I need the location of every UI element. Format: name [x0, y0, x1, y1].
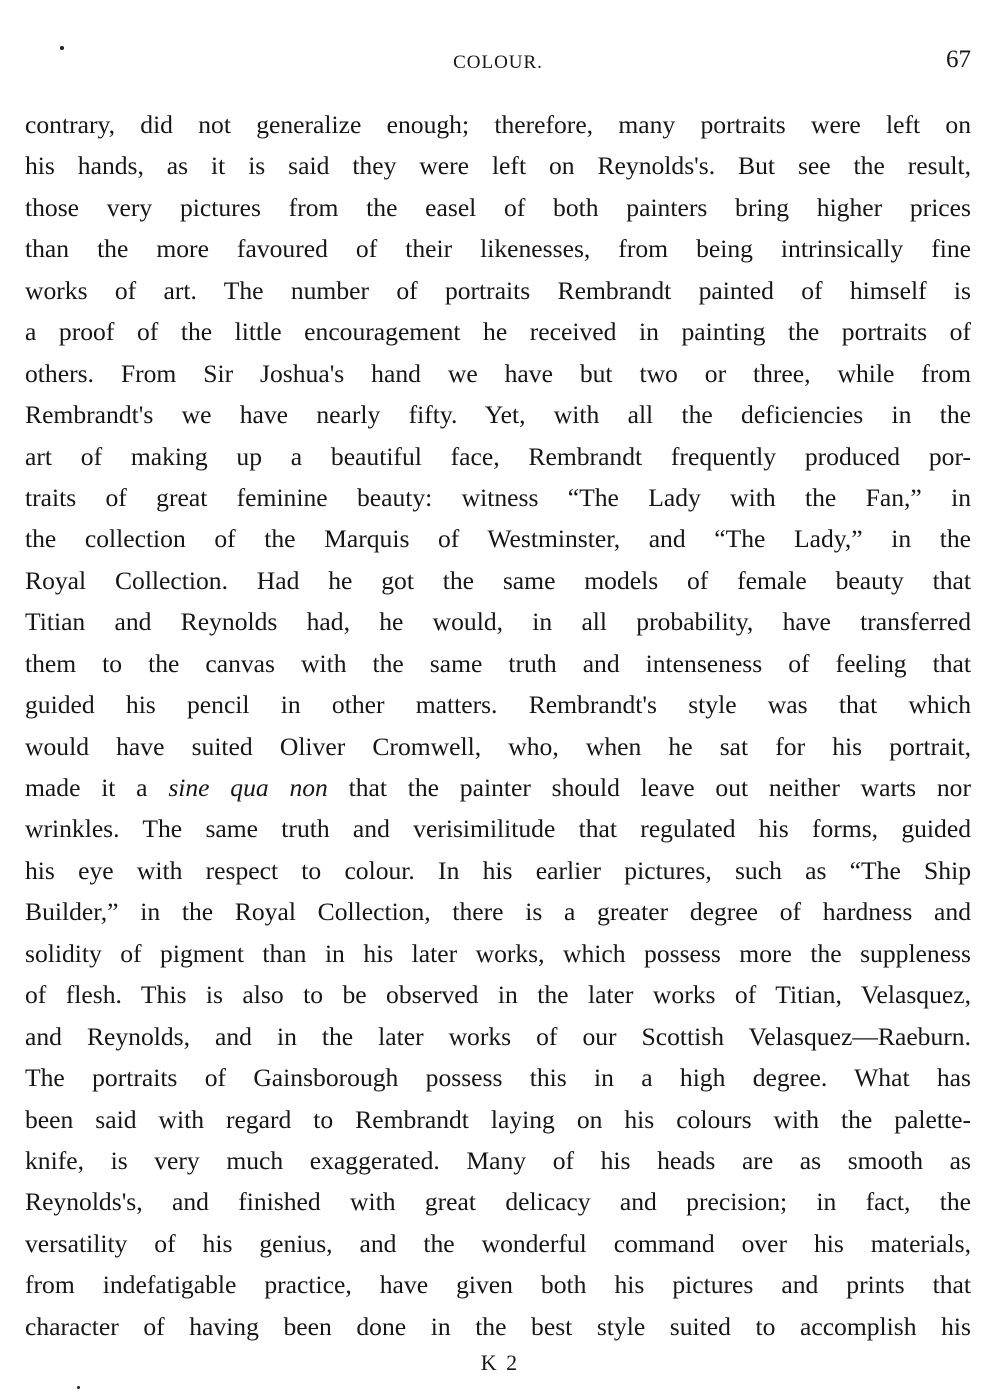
text-line: his eye with respect to colour. In his earlier pictures, such as “The Ship [25, 855, 971, 885]
text-line: would have suited Oliver Cromwell, who, when he sat for his portrait, [25, 731, 971, 761]
text-line: contrary, did not generalize enough; therefore, many portraits were left on [25, 110, 971, 139]
text-line: The portraits of Gainsborough possess this in a high degree. What has [25, 1063, 971, 1093]
text-line: his hands, as it is said they were left on Reynolds's. But see the result, [25, 151, 971, 181]
text-line: from indefatigable practice, have given both his pictures and prints that [25, 1270, 971, 1300]
signature-mark: K 2 [480, 1350, 520, 1375]
text-line: Reynolds's, and finished with great delicacy and precision; in fact, the [25, 1187, 971, 1217]
text-line: versatility of his genius, and the wonderful command over his materials, [25, 1228, 971, 1258]
text-line: Royal Collection. Had he got the same models of female beauty that [25, 565, 971, 595]
text-segment: made it a [25, 773, 169, 802]
text-line: the collection of the Marquis of Westminster, and “The Lady,” in the [25, 524, 971, 554]
text-line: of flesh. This is also to be observed in the later works of Titian, Velasquez, [25, 980, 971, 1010]
text-line: traits of great feminine beauty: witness “The Lady with the Fan,” in [25, 482, 971, 512]
text-line: Titian and Reynolds had, he would, in all probability, have transferred [25, 607, 971, 637]
text-line: solidity of pigment than in his later works, which possess more the suppleness [25, 938, 971, 968]
text-line: them to the canvas with the same truth and intenseness of feeling that [25, 648, 971, 678]
text-line: wrinkles. The same truth and verisimilitude that regulated his forms, guided [25, 814, 971, 844]
text-line: Rembrandt's we have nearly fifty. Yet, with all the deficiencies in the [25, 400, 971, 430]
text-line: others. From Sir Joshua's hand we have but two or three, while from [25, 358, 971, 388]
text-line: guided his pencil in other matters. Rembrandt's style was that which [25, 690, 971, 720]
text-line: knife, is very much exaggerated. Many of his heads are as smooth as [25, 1145, 971, 1175]
text-line: those very pictures from the easel of both painters bring higher prices [25, 192, 971, 222]
page-header [25, 46, 971, 82]
text-line: and Reynolds, and in the later works of our Scottish Velasquez—Raeburn. [25, 1021, 971, 1051]
text-line: than the more favoured of their likenesses, from being intrinsically fine [25, 234, 971, 264]
text-line: art of making up a beautiful face, Rembrandt frequently produced por- [25, 441, 971, 471]
ink-speck [77, 1386, 80, 1389]
text-line: Builder,” in the Royal Collection, there is a greater degree of hardness and [25, 897, 971, 927]
text-line: works of art. The number of portraits Rembrandt painted of himself is [25, 275, 971, 305]
text-line: been said with regard to Rembrandt laying on his colours with the palette- [25, 1104, 971, 1134]
italic-phrase: sine qua non [168, 773, 328, 802]
body-text [25, 104, 971, 1347]
text-line-with-italic [25, 767, 971, 808]
page-number: 67 [946, 46, 971, 73]
text-segment: that the painter should leave out neither warts nor [327, 773, 971, 802]
text-line: character of having been done in the best style suited to accomplish his [25, 1311, 971, 1341]
running-head: COLOUR. [453, 52, 543, 73]
text-line: a proof of the little encouragement he received in painting the portraits of [25, 317, 971, 347]
